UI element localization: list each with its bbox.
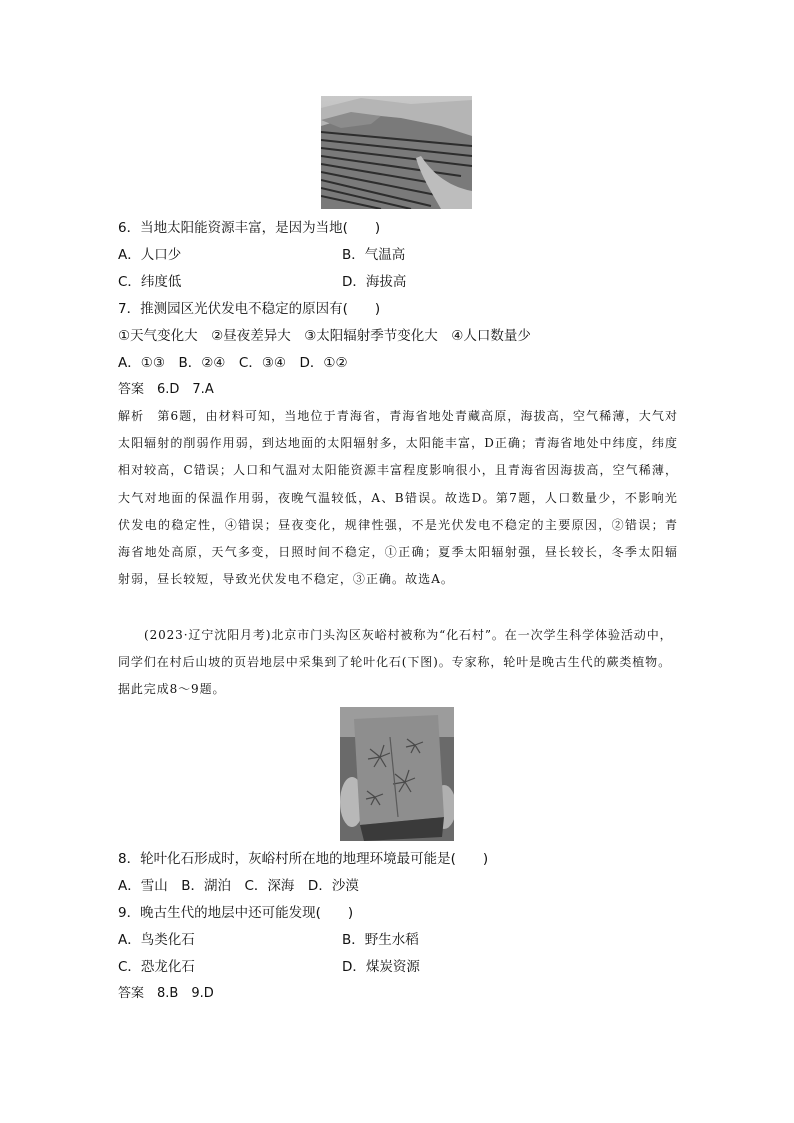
q6-option-d: D．海拔高 <box>342 274 407 290</box>
q6-stem: 6．当地太阳能资源丰富，是因为当地( ) <box>118 220 381 236</box>
q9-option-b: B．野生水稻 <box>342 932 419 948</box>
q7-choices: ①天气变化大 ②昼夜差异大 ③太阳辐射季节变化大 ④人口数量少 <box>118 328 531 344</box>
q6-option-c: C．纬度低 <box>118 274 182 290</box>
solar-park-photo <box>321 96 472 209</box>
answer-6-7: 答案 6.D 7.A <box>118 382 214 397</box>
fossil-photo <box>340 707 454 841</box>
q9-option-c: C．恐龙化石 <box>118 959 195 975</box>
q6-option-b: B．气温高 <box>342 247 406 263</box>
q8-stem: 8．轮叶化石形成时，灰峪村所在地的地理环境最可能是( ) <box>118 851 489 867</box>
q7-options: A．①③ B．②④ C．③④ D．①② <box>118 355 348 371</box>
q7-stem: 7．推测园区光伏发电不稳定的原因有( ) <box>118 301 381 317</box>
q9-option-a: A．鸟类化石 <box>118 932 195 948</box>
explanation-6-7: 解析 第6题，由材料可知，当地位于青海省，青海省地处青藏高原，海拔高，空气稀薄，大气对太阳辐射的削弱作用弱，到达地面的太阳辐射多，太阳能丰富，D正确；青海省地处中纬度，纬度相对较高，C错误；人口和气温对太阳能资源丰富程度影响很小，且青海省因海拔高，空气稀薄，大气对地面的保温作用弱，夜晚气温较低，A、B错误。故选D。第7题，人口数量少，不影响光伏发电的稳定性，④错误；昼夜变化，规律性强，不是光伏发电不稳定的主要原因，②错误；青海省地处高原，天气多变，日照时间不稳定，①正确；夏季太阳辐射强，昼长较长，冬季太阳辐射弱，昼长较短，导致光伏发电不稳定，③正确。故选A。 <box>118 409 678 587</box>
answer-8-9: 答案 8.B 9.D <box>118 986 214 1001</box>
material-8-9: (2023·辽宁沈阳月考)北京市门头沟区灰峪村被称为“化石村”。在一次学生科学体验活动中，同学们在村后山坡的页岩地层中采集到了轮叶化石(下图)。专家称，轮叶是晚古生代的蕨类植物。据此完成8～9题。 <box>118 628 673 696</box>
q6-option-a: A．人口少 <box>118 247 182 263</box>
q8-options: A．雪山 B．湖泊 C．深海 D．沙漠 <box>118 878 359 894</box>
q9-option-d: D．煤炭资源 <box>342 959 420 975</box>
q9-stem: 9．晚古生代的地层中还可能发现( ) <box>118 905 354 921</box>
